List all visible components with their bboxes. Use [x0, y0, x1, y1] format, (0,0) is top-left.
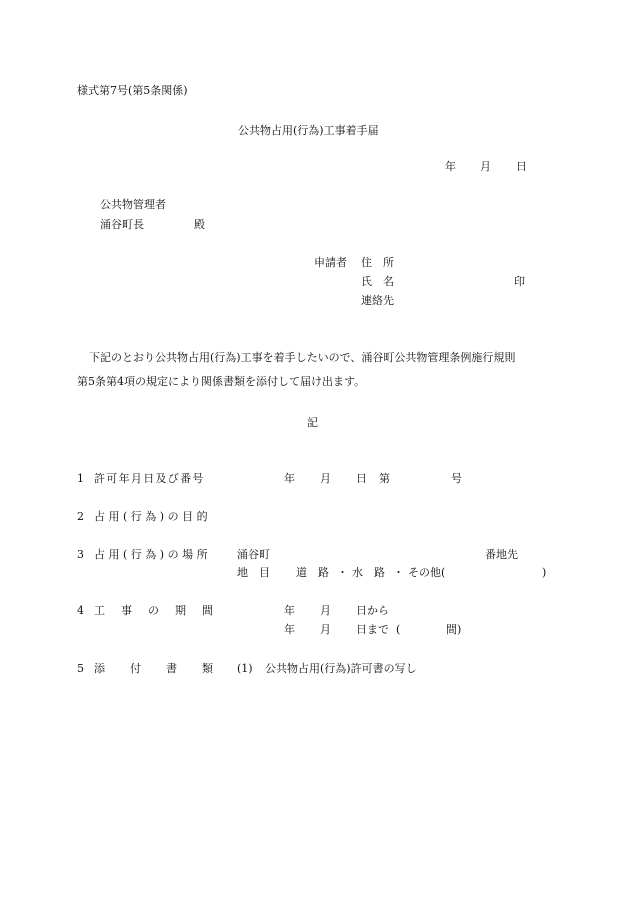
applicant-name-label: 氏 名 [361, 275, 394, 288]
item3-road: 道 路 [296, 566, 329, 579]
item4-to-day: 日まで [356, 623, 389, 636]
body-line1: 下記のとおり公共物占用(行為)工事を着手したいので、涌谷町公共物管理条例施行規則 [89, 351, 516, 364]
applicant-contact-label: 連絡先 [361, 294, 394, 307]
item1-month: 月 [320, 472, 331, 485]
item3-other: その他( [408, 566, 446, 579]
item1-label: 許可年月日及び番号 [94, 472, 205, 485]
ki-mark: 記 [307, 416, 318, 429]
date-month-label: 月 [480, 160, 491, 173]
applicant-address-label: 住 所 [361, 256, 394, 269]
item1-go: 号 [451, 472, 462, 485]
item3-dot1: ・ [337, 566, 348, 579]
item1-number: 1 [77, 472, 84, 485]
date-year-label: 年 [445, 160, 456, 173]
item3-banchi: 番地先 [485, 548, 518, 561]
recipient-line2: 涌谷町長 [100, 218, 144, 231]
item4-from-month: 月 [320, 604, 331, 617]
item4-from-day: 日から [356, 604, 389, 617]
item4-duration-close: 間) [446, 623, 462, 636]
body-line2: 第5条第4項の規定により関係書類を添付して届け出ます。 [77, 375, 366, 388]
item1-year: 年 [284, 472, 295, 485]
item4-to-year: 年 [284, 623, 295, 636]
date-day-label: 日 [516, 160, 527, 173]
item5-attachment: 公共物占用(行為)許可書の写し [265, 662, 417, 675]
item5-attachment-number: (1) [237, 662, 253, 675]
item2-label: 占用(行為)の目的 [94, 510, 212, 523]
document-title: 公共物占用(行為)工事着手届 [238, 124, 379, 137]
item3-chimoku: 地 目 [237, 566, 270, 579]
item5-number: 5 [77, 662, 84, 675]
item3-town: 涌谷町 [237, 548, 270, 561]
item4-to-month: 月 [320, 623, 331, 636]
recipient-honorific: 殿 [194, 218, 205, 231]
item4-from-year: 年 [284, 604, 295, 617]
recipient-line1: 公共物管理者 [100, 198, 166, 211]
item4-label: 工事の期間 [94, 604, 229, 617]
item3-label: 占用(行為)の場所 [94, 548, 212, 561]
item3-water: 水 路 [352, 566, 385, 579]
item2-number: 2 [77, 510, 84, 523]
item4-duration-open: ( [396, 623, 401, 636]
item1-dai: 第 [379, 472, 390, 485]
item3-number: 3 [77, 548, 84, 561]
item1-day: 日 [356, 472, 367, 485]
item3-close: ) [542, 566, 547, 579]
applicant-label: 申請者 [314, 256, 347, 269]
item3-dot2: ・ [393, 566, 404, 579]
seal-mark: 印 [514, 275, 525, 288]
item4-number: 4 [77, 604, 84, 617]
form-number: 様式第7号(第5条関係) [77, 84, 188, 97]
item5-label: 添付書類 [94, 662, 238, 675]
